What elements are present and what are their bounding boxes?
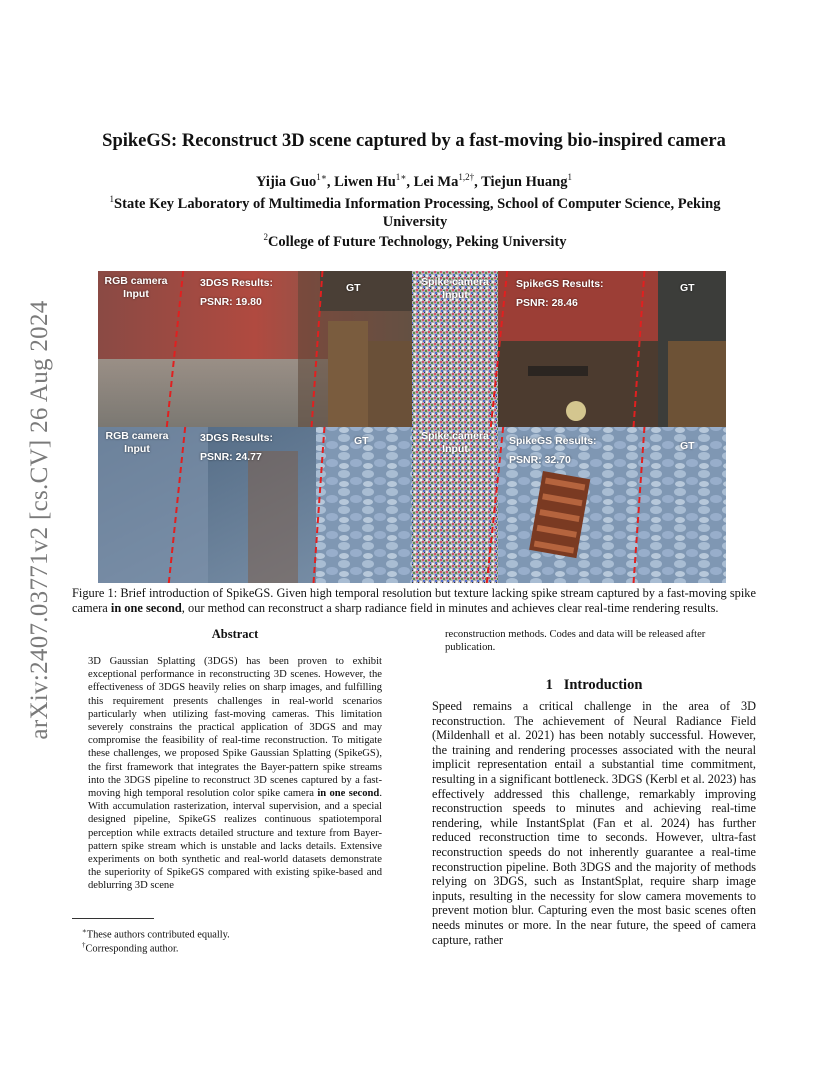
footnote-text: Corresponding author.	[85, 943, 179, 955]
author-name: Yijia Guo	[255, 173, 317, 190]
section-number: 1	[545, 677, 553, 693]
author-sup: 1,2†	[458, 172, 475, 182]
abstract-body	[88, 655, 382, 893]
introduction-body: Speed remains a critical challenge in the area of 3D reconstruction. The achievement of Neural Radiance Field (Mildenhall et al. 2021) has been notably successful. However, the training and rendering processes associated with the neural implicit representation entail a substantial time commitment, resulting in a significant bottleneck. 3DGS (Kerbl et al. 2023) has effectively addressed this challenge, remarkably improving reconstruction speeds to minutes and achieving real-time rendering, while InstantSplat (Fan et al. 2024) has further reduced reconstruction time to seconds. However, ultra-fast reconstruction speeds do not inherently guarantee a real-time reconstruction pipeline. Both 3DGS and the majority of methods relying on 3DGS, such as InstantSplat, require sharp image inputs, resulting in the necessity for slow camera movements to prevent motion blur. Capturing even the most basic scenes often needs minutes or more. In the near future, the speed of camera capture, rather	[432, 699, 756, 947]
gt-label: GT	[680, 282, 695, 294]
3dgs-results-label: 3DGS Results:	[200, 277, 273, 289]
footnote-sup: ∗	[82, 927, 87, 935]
abstract-text: 3D Gaussian Splatting (3DGS) has been proven to exhibit exceptional performance in reconstructing 3D scenes. However, the effectiveness of 3DGS heavily relies on sharp images, and fulfilling this requirement presents challenges in real-world scenarios particularly when utilizing fast-moving cameras. This limitation severely constrains the practical application of 3DGS and may compromise the feasibility of real-time reconstruction. To mitigate these challenges, we proposed Spike Gaussian Splatting (SpikeGS), the first framework that integrates the Bayer-pattern spike streams into the 3DGS pipeline to reconstruct 3D scenes captured by a fast-moving high temporal resolution color spike camera	[88, 656, 382, 800]
section-title: Introduction	[563, 677, 643, 693]
affiliation-2	[70, 228, 760, 251]
author-sup: 1∗	[395, 172, 407, 182]
figure-image	[98, 271, 726, 583]
arxiv-identifier	[22, 280, 58, 760]
spikegs-results-label: SpikeGS Results:	[516, 278, 604, 290]
abstract-text: . With accumulation rasterization, interval supervision, and a special designed pipeline, SpikeGS realizes continuous spatiotemporal perception while extracts detailed structure and texture from Bayer-pattern spike stream which is unstable and lacks details. Extensive experiments on both synthetic and real-world datasets demonstrate the superiority of SpikeGS compared with existing spike-based and deblurring 3D scene	[88, 788, 382, 892]
spike-input-label: Spike camera Input	[421, 276, 489, 301]
caption-bold: in one second	[110, 601, 182, 615]
affiliation-sup: 2	[263, 232, 268, 242]
footnote-rule	[72, 918, 154, 919]
gt-label: GT	[346, 282, 361, 294]
rgb-input-label: RGB camera Input	[105, 430, 169, 455]
gt-label: GT	[354, 435, 369, 447]
footnote	[82, 939, 382, 955]
affiliation-1	[70, 190, 760, 231]
caption-text: Figure 1: Brief introduction of SpikeGS. Given high temporal resolution but texture lacking spike stream captured by a fast-moving spike camera	[72, 586, 756, 615]
author-name: Tiejun Huang	[481, 173, 568, 190]
affiliation-sup: 1	[109, 194, 115, 204]
affiliation-line: University	[382, 213, 448, 230]
abstract-bold: in one second	[317, 788, 380, 800]
gt-label: GT	[680, 440, 695, 452]
spikegs-results-label: SpikeGS Results:	[509, 435, 597, 447]
3dgs-psnr-label: PSNR: 19.80	[200, 296, 262, 308]
spikegs-psnr-label: PSNR: 28.46	[516, 297, 578, 309]
author-name: Liwen Hu	[334, 173, 396, 190]
rgb-input-label: RGB camera Input	[104, 275, 168, 300]
section-heading	[432, 677, 756, 694]
author-list: Yijia Guo$^{1∗}$, Liwen $Hu^{1∗}$, Lei $Ma^{1,2\dagger}$, Tiejun Huang$^1$	[255, 172, 572, 190]
teaser-figure	[98, 271, 726, 583]
paper-title: SpikeGS: Reconstruct 3D scene captured by a fast-moving bio-inspired camera	[102, 131, 726, 151]
footnote-sup: †	[82, 941, 86, 949]
3dgs-psnr-label: PSNR: 24.77	[200, 451, 262, 463]
spike-input-label: Spike camera Input	[421, 430, 489, 455]
affiliation-line: State Key Laboratory of Multimedia Information Processing, School of Computer Science, Peking	[114, 195, 721, 212]
author-sup: 1	[567, 172, 572, 182]
abstract-heading: Abstract	[211, 627, 259, 641]
author-sup: 1∗	[316, 172, 327, 182]
figure-caption	[72, 586, 756, 616]
3dgs-results-label: 3DGS Results:	[200, 432, 273, 444]
caption-text: , our method can reconstruct a sharp radiance field in minutes and achieves clear real-time rendering results.	[181, 601, 719, 615]
spikegs-psnr-label: PSNR: 32.70	[509, 454, 571, 466]
arxiv-id-text: arXiv:2407.03771v2 [cs.CV] 26 Aug 2024	[26, 300, 53, 740]
abstract-continuation: reconstruction methods. Codes and data will be released after publication.	[445, 629, 706, 654]
author-name: Lei Ma	[413, 173, 459, 190]
footnote-text: These authors contributed equally.	[86, 929, 230, 941]
affiliation-line: College of Future Technology, Peking University	[267, 233, 567, 250]
